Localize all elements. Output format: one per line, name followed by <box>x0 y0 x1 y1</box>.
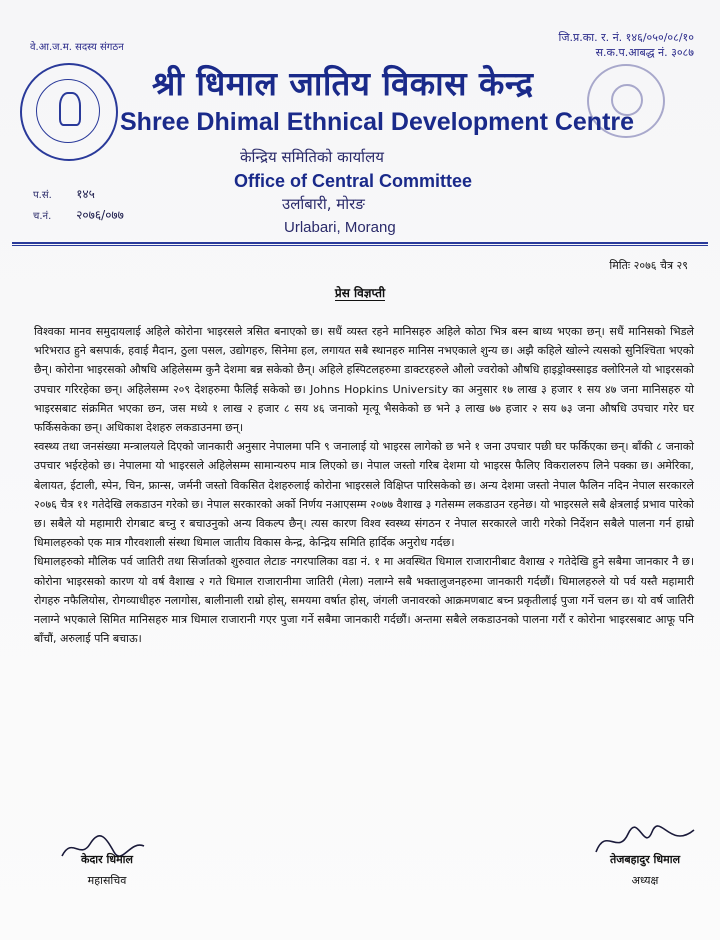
seal-figure-icon <box>59 92 81 126</box>
address-english: Urlabari, Morang <box>284 219 396 236</box>
organization-title-nepali: श्री धिमाल जातिय विकास केन्द्र <box>152 64 534 103</box>
membership-note: वे.आ.ज.म. सदस्य संगठन <box>30 42 124 53</box>
dispatch-value: २०७६/०७७ <box>76 208 124 222</box>
organization-seal <box>20 63 118 161</box>
address-nepali: उर्लाबारी, मोरङ <box>282 195 365 213</box>
signatory-left-title: महासचिव <box>87 874 127 887</box>
signatory-general-secretary <box>52 852 162 888</box>
registration-number: जि.प्र.का. र. नं. १४६/०५०/०८/१० <box>558 31 694 44</box>
body-paragraph-1: विश्वका मानव समुदायलाई अहिले कोरोना भाइरसले त्रसित बनाएको छ। सधैं व्यस्त रहने मानिसहरु अहिले कोठा भित्र बस्न बाध्य भएका छन्। सधैं मानिसको भिडले भरिभराउ हुने बसपार्क, हवाई मैदान, ठुला पसल, उद्योगहरु, सिनेमा हल, लगायत सबै स्थानहरु मानिस नभएकाले शुन्य छ। अझै कहिले खोल्ने त्यसको सुनिश्चिता भएको छैन्। कोरोना भाइरसको औषधि अहिलेसम्म कुनै देशमा बन्न सकेको छैन्। अहिले हस्पिटलहरुमा डाक्टरहरुले औलो ज्वरोको औषधि हाइड्रोक्स्साइड क्लोरिनले यो भाइरसको उपचार गरिरहेका छन्। अहिलेसम्म २०९ देशहरुमा फैलिई सकेको छ। Johns Hopkins University का अनुसार १७ लाख ३ हजार १ सय ४७ जना मानिसहरु यो भाइरसबाट संक्रमित भएका छन, जस मध्ये १ लाख २ हजार ८ सय ४६ जनाको मृत्यू भैसकेको छ भने ३ लाख ७७ हजार २ सय ७३ जना औषधि उपचार गरेर घर फर्किसकेका छन्। अधिकाश देशहरु लकडाउनमा छन्। <box>34 325 694 435</box>
dispatch-number <box>33 206 124 223</box>
body-paragraph-3: धिमालहरुको मौलिक पर्व जातिरी तथा सिर्जातको शुरुवात लेटाङ नगरपालिका वडा नं. १ मा अवस्थित धिमाल राजारानीबाट वैशाख २ गतेदेखि हुने सबैमा जानकार नै छ। कोरोना भाइरसको कारण यो वर्ष वैशाख २ गते धिमाल राजारानीमा जातिरी (मेला) नलाग्ने सबै भक्तालुजनहरुमा जानकारी गर्दछौं। धिमालहरुले यो पर्व यस्तै महामारी रोगहरु नफैलियोस, रोगव्याधीहरु नलागोस, बालीनाली राम्रो होस्, समयमा वर्षात होस्, जंगली जनावरको आक्रमणबाट बच्न प्रकृतीलाई पुजा गर्ने चलन छ। यो वर्ष जातिरी नलाग्ने भएकाले सिमित मानिसहरु मात्र धिमाल राजारानी गएर पुजा गर्ने सबैमा जानकारी गर्दछौं। अन्तमा सबैले लकडाउनको पालना गरौं र कोरोना भाइरसबाट आफू पनि बाँचौं, अरुलाई पनि बचाऊ। <box>34 555 694 646</box>
signatory-left-name: केदार धिमाल <box>81 853 133 866</box>
reference-number <box>33 185 95 202</box>
dispatch-label: च.नं. <box>33 211 52 222</box>
reference-label: प.सं. <box>33 190 52 201</box>
press-release-heading <box>0 284 720 301</box>
header-divider-thin <box>12 245 708 246</box>
reference-value: १४५ <box>76 187 95 201</box>
letter-body <box>34 322 694 648</box>
seal-inner-ring <box>36 79 100 143</box>
affiliation-number: स.क.प.आबद्ध नं. ३०८७ <box>595 46 694 59</box>
heading-text: प्रेस विज्ञप्ती <box>334 286 386 300</box>
header-divider <box>12 242 708 244</box>
office-name-nepali: केन्द्रिय समितिको कार्यालय <box>240 148 384 166</box>
signatory-right-name: तेजबहादुर धिमाल <box>609 853 681 866</box>
organization-title-english: Shree Dhimal Ethnical Development Centre <box>120 108 635 136</box>
signatory-chairperson <box>580 852 710 888</box>
signatory-right-title: अध्यक्ष <box>631 874 659 887</box>
body-paragraph-2: स्वस्थ्य तथा जनसंख्या मन्त्रालयले दिएको जानकारी अनुसार नेपालमा पनि ९ जनालाई यो भाइरस लागेको छ भने १ जना उपचार पछी घर फर्किएका छन्। बाँकी ८ जनाको उपचार भईरहेको छ। नेपालमा यो भाइरसले अहिलेसम्म सामान्यरुप मात्र लिएको छ। नेपाल जस्तो गरिब देशमा यो भाइरस फैलिए विकरालरुप लिने पक्का छ। अमेरिका, बेलायत, ईटाली, स्पेन, चिन, फ्रान्स, जर्मनी जस्तो विकसित देशहरुलाई कोरोना भाइरसले विक्षिप्त पारिसकेको छ। अन्य देशमा जस्तो नेपाल फैलिन नदिन नेपाल सरकारले २०७६ चैत्र ११ गतेदेखि लकडाउन गरेको छ। नेपाल सरकारको अर्को निर्णय नआएसम्म २०७७ वैशाख ३ गतेसम्म लकडाउन रहनेछ। यो भाइरसले सबै क्षेत्रलाई प्रभाव पारेको छ। सबैले यो महामारी रोगबाट बच्नु र बचाउनुको अन्य विकल्प छैन्। त्यस कारण विश्व स्वस्थ्य संगठन र नेपाल सरकारले जारी गरेको निर्देशन सबैले पालना गर्न हाम्रो धिमालहरुको एक मात्र गौरवशाली संस्था धिमाल जातीय विकास केन्द्र, केन्द्रिय समिति हार्दिक अनुरोध गर्दछ। <box>34 440 694 550</box>
letter-date: मितिः २०७६ चैत्र २९ <box>609 259 688 272</box>
office-name-english: Office of Central Committee <box>234 171 473 191</box>
